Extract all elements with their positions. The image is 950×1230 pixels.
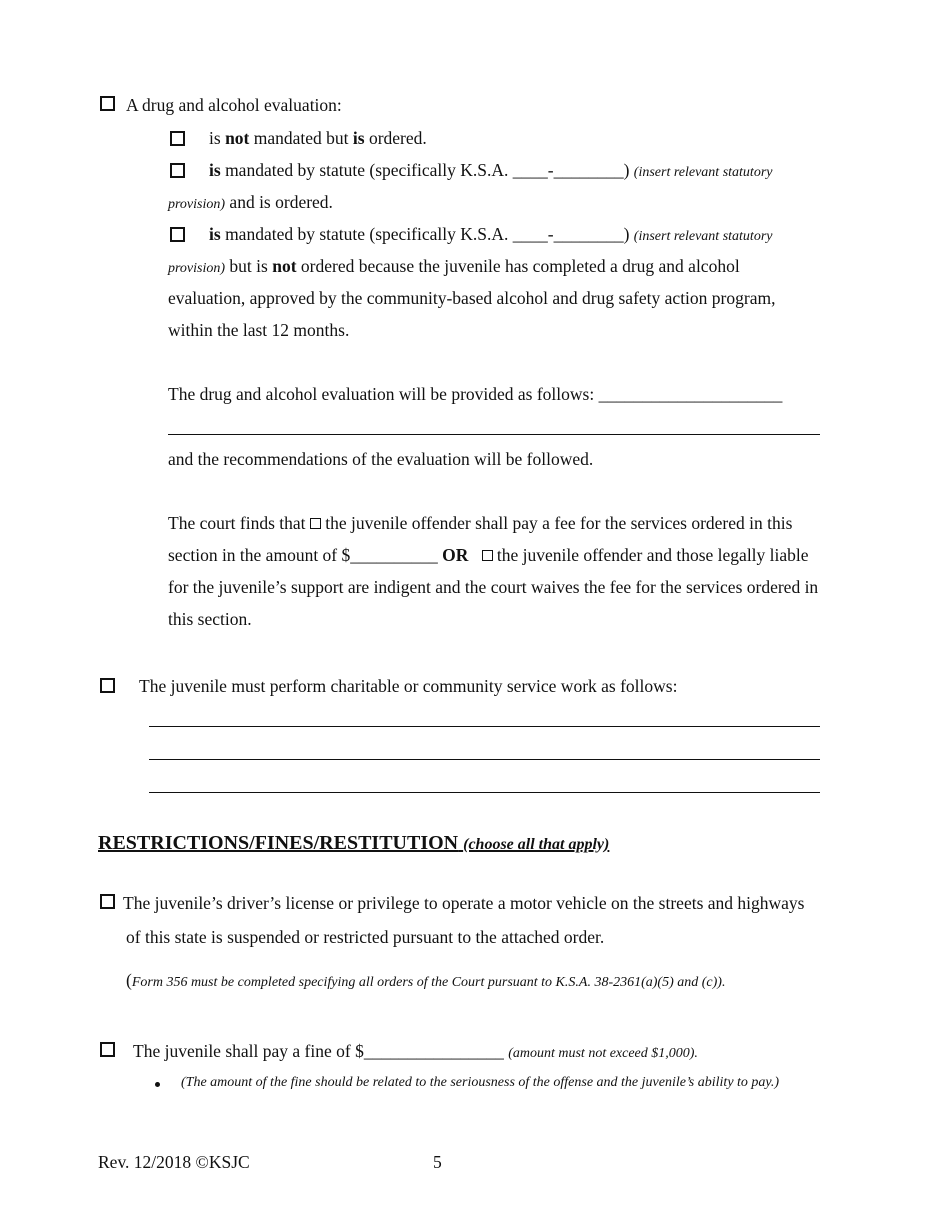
community-service-checkbox[interactable]: [100, 678, 115, 693]
drug-eval-opt3-text: is mandated by statute (specifically K.S.A. ____-________) (insert relevant statutory: [209, 224, 773, 244]
license-checkbox[interactable]: [100, 894, 115, 909]
drug-eval-opt2-checkbox[interactable]: [170, 163, 185, 178]
community-blank-1[interactable]: [149, 726, 820, 727]
drug-eval-checkbox[interactable]: [100, 96, 115, 111]
drug-eval-opt1-checkbox[interactable]: [170, 131, 185, 146]
community-blank-3[interactable]: [149, 792, 820, 793]
drug-eval-opt3-checkbox[interactable]: [170, 227, 185, 242]
restrictions-heading: RESTRICTIONS/FINES/RESTITUTION (choose all that apply): [98, 832, 610, 854]
fine-bullet-text: (The amount of the fine should be related to the seriousness of the offense and the juvenile’s ability to pay.): [181, 1075, 780, 1090]
community-blank-2[interactable]: [149, 759, 820, 760]
footer-page-number: 5: [433, 1152, 442, 1172]
drug-eval-opt3-text-cont: provision) but is not ordered because the juvenile has completed a drug and alcohol: [168, 256, 740, 276]
fine-checkbox[interactable]: [100, 1042, 115, 1057]
drug-eval-opt2-text: is mandated by statute (specifically K.S.A. ____-________) (insert relevant statutory: [209, 160, 773, 180]
drug-eval-recommend: and the recommendations of the evaluation will be followed.: [168, 449, 594, 469]
fee-line2: section in the amount of $__________ OR the juvenile offender and those legally liable: [168, 545, 809, 565]
drug-eval-opt2-text-cont: provision) and is ordered.: [168, 192, 333, 212]
fee-line1: The court finds that the juvenile offender shall pay a fee for the services ordered in this: [168, 513, 793, 533]
drug-eval-provided-blank[interactable]: [168, 434, 820, 435]
license-line2: of this state is suspended or restricted pursuant to the attached order.: [126, 927, 605, 947]
fine-text: The juvenile shall pay a fine of $________________ (amount must not exceed $1,000).: [133, 1041, 698, 1061]
drug-eval-opt3-line3: evaluation, approved by the community-based alcohol and drug safety action program,: [168, 288, 776, 308]
drug-eval-provided: The drug and alcohol evaluation will be provided as follows: _____________________: [168, 384, 783, 404]
footer-revision: Rev. 12/2018 ©KSJC: [98, 1152, 250, 1172]
fee-line3: for the juvenile’s support are indigent and the court waives the fee for the services ordered in: [168, 577, 819, 597]
drug-eval-heading: A drug and alcohol evaluation:: [126, 95, 342, 115]
fee-waive-checkbox[interactable]: [482, 550, 493, 561]
license-line1: The juvenile’s driver’s license or privilege to operate a motor vehicle on the streets and highways: [123, 893, 805, 913]
community-service-text: The juvenile must perform charitable or community service work as follows:: [139, 676, 678, 696]
fee-line4: this section.: [168, 609, 252, 629]
form-356-note: (Form 356 must be completed specifying all orders of the Court pursuant to K.S.A. 38-2361(a)(5) and (c)).: [126, 970, 726, 990]
drug-eval-opt3-line4: within the last 12 months.: [168, 320, 350, 340]
drug-eval-opt1-text: is not mandated but is ordered.: [209, 128, 427, 148]
fine-bullet-dot: [155, 1082, 160, 1087]
fee-pay-checkbox[interactable]: [310, 518, 321, 529]
